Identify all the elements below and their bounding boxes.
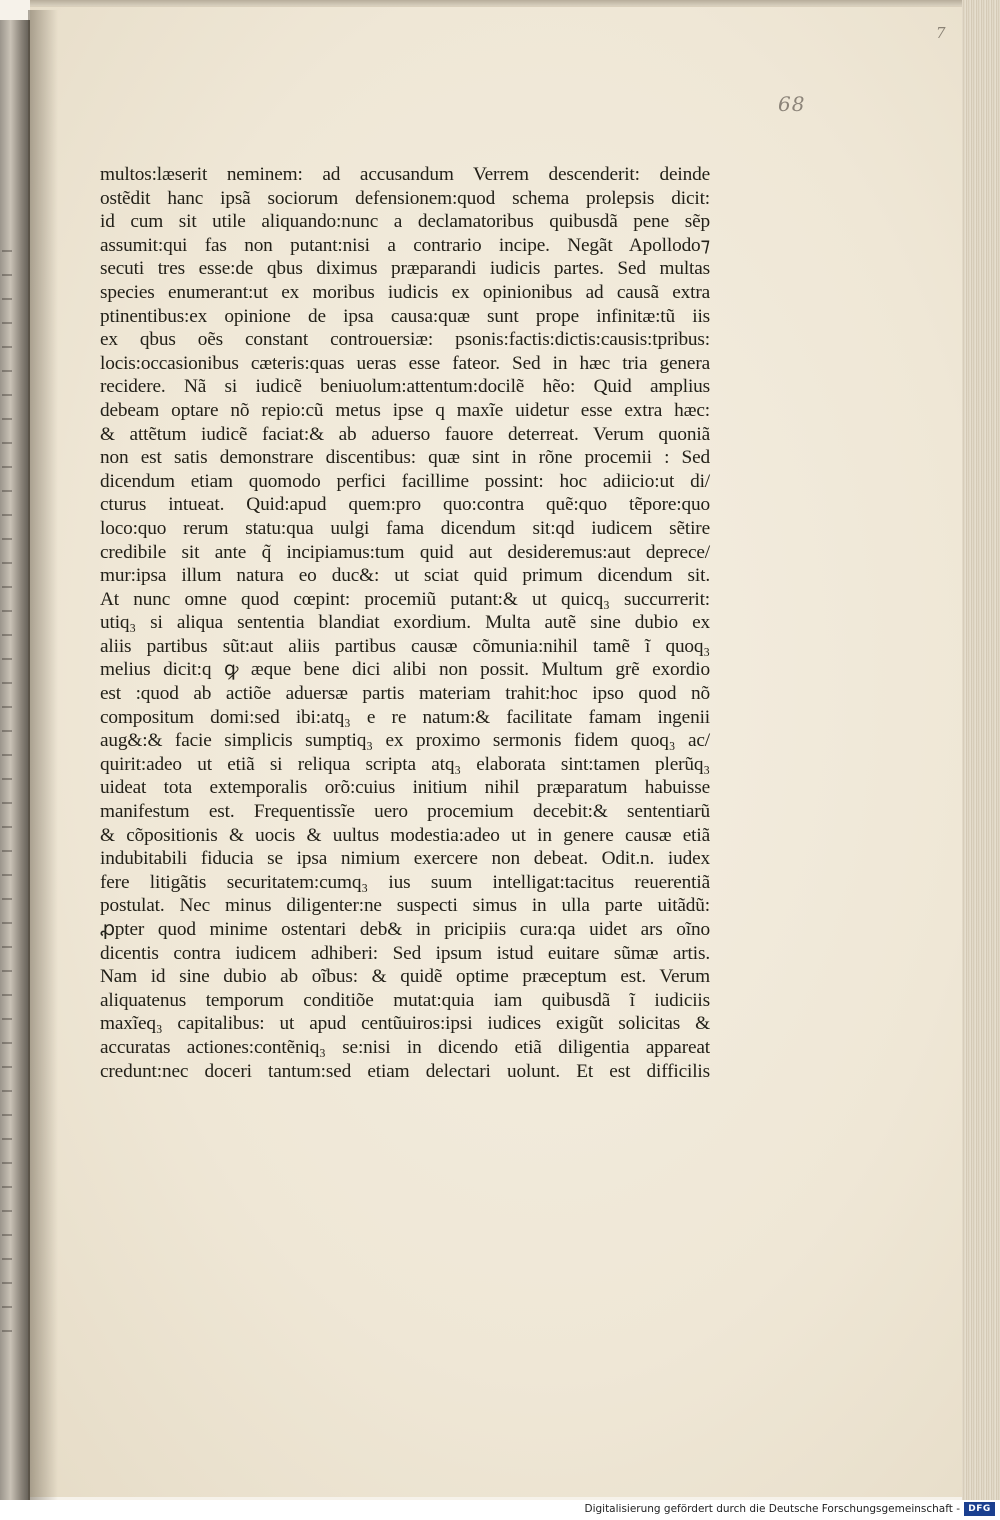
facing-page-text-trace — [2, 418, 12, 420]
dfg-logo: DFG — [964, 1502, 995, 1516]
text-line: fere litigãtis securitatem:cumq₃ ius suum intelligat:tacitus reuerentiã — [100, 871, 710, 893]
facing-page-text-trace — [2, 394, 12, 396]
text-line: ptinentibus:ex opinione de ipsa causa:quæ sunt prope infinitæ:tũ iis — [100, 305, 710, 327]
facing-page-text-trace — [2, 1234, 12, 1236]
facing-page-text-trace — [2, 322, 12, 324]
printed-text-block — [100, 163, 710, 1083]
facing-page-text-trace — [2, 970, 12, 972]
facing-page-text-trace — [2, 1258, 12, 1260]
facing-page-text-trace — [2, 442, 12, 444]
facing-page-text-trace — [2, 1330, 12, 1332]
facing-page-text-trace — [2, 994, 12, 996]
facing-page-text-trace — [2, 754, 12, 756]
facing-page-text-trace — [2, 1090, 12, 1092]
facing-page-edge — [0, 20, 30, 1500]
handwritten-page-number: 68 — [778, 92, 806, 116]
text-line: non est satis demonstrare discentibus: quæ sint in rõne procemii : Sed — [100, 447, 710, 469]
facing-page-text-trace — [2, 514, 12, 516]
text-line: aliquatenus temporum conditiõe mutat:quia iam quibusdã ĩ iudiciis — [100, 989, 710, 1011]
text-line: debeam optare nõ repio:cũ metus ipse q maxĩe uidetur esse extra hæc: — [100, 399, 710, 421]
text-line: cturus intueat. Quid:apud quem:pro quo:contra quẽ:quo tẽpore:quo — [100, 494, 710, 516]
text-line: est :quod ab actiõe aduersæ partis materiam trahit:hoc ipso quod nõ — [100, 683, 710, 705]
facing-page-text-trace — [2, 922, 12, 924]
leaf-number: 7 — [936, 24, 946, 42]
text-line: credunt:nec doceri tantum:sed etiam delectari uolunt. Et est difficilis — [100, 1060, 710, 1082]
facing-page-text-trace — [2, 634, 12, 636]
text-line: ex qbus oẽs constant controuersiæ: psonis:factis:dictis:causis:tpribus: — [100, 329, 710, 351]
text-line: compositum domi:sed ibi:atq₃ e re natum:& facilitate famam ingenii — [100, 706, 710, 728]
facing-page-text-trace — [2, 1186, 12, 1188]
text-line: assumit:qui fas non putant:nisi a contrario incipe. Negãt Apollodo⁊ — [100, 234, 710, 256]
facing-page-text-trace — [2, 802, 12, 804]
facing-page-text-trace — [2, 1210, 12, 1212]
facing-page-text-trace — [2, 874, 12, 876]
facing-page-text-trace — [2, 610, 12, 612]
text-line: multos:læserit neminem: ad accusandum Verrem descenderit: deinde — [100, 164, 710, 185]
facing-page-text-trace — [2, 1138, 12, 1140]
text-line: & attẽtum iudicẽ faciat:& ab aduerso fauore deterreat. Verum quoniã — [100, 423, 710, 445]
text-line: recidere. Nã si iudicẽ beniuolum:attentum:docilẽ hẽo: Quid amplius — [100, 376, 710, 398]
text-line: maxĩeq₃ capitalibus: ut apud centũuiros:ipsi iudices exigũt solicitas & — [100, 1013, 710, 1035]
text-line: dicendum etiam quomodo perfici facillime possint: hoc adiicio:ut di/ — [100, 470, 710, 492]
facing-page-text-trace — [2, 562, 12, 564]
facing-page-text-trace — [2, 346, 12, 348]
facing-page-text-trace — [2, 370, 12, 372]
text-line: At nunc omne quod cœpint: procemiũ putant:& ut quicq₃ succurrerit: — [100, 588, 710, 610]
facing-page-text-trace — [2, 1018, 12, 1020]
text-line: Nam id sine dubio ab oĩbus: & quidẽ optime præceptum est. Verum — [100, 966, 710, 988]
text-line: melius dicit:q ꝙ æque bene dici alibi non possit. Multum grẽ exordio — [100, 659, 710, 681]
text-line: manifestum est. Frequentissĩe uero procemium decebit:& sententiarũ — [100, 801, 710, 823]
facing-page-text-trace — [2, 250, 12, 252]
text-line: id cum sit utile aliquando:nunc a declamatoribus quibusdã pene sẽp — [100, 211, 710, 233]
text-line: indubitabili fiducia se ipsa nimium exercere non debeat. Odit.n. iudex — [100, 848, 710, 870]
text-line: ostẽdit hanc ipsã sociorum defensionem:quod schema prolepsis dicit: — [100, 187, 710, 209]
facing-page-text-trace — [2, 658, 12, 660]
facing-page-text-trace — [2, 898, 12, 900]
funding-credit: Digitalisierung gefördert durch die Deutsche Forschungsgemeinschaft - — [584, 1503, 960, 1515]
text-line: utiq₃ si aliqua sententia blandiat exordium. Multa autẽ sine dubio ex — [100, 612, 710, 634]
facing-page-text-trace — [2, 538, 12, 540]
text-line: quirit:adeo ut etiã si reliqua scripta atq₃ elaborata sint:tamen plerũq₃ — [100, 753, 710, 775]
facing-page-text-trace — [2, 730, 12, 732]
text-line: secuti tres esse:de qbus diximus præparandi iudicis partes. Sed multas — [100, 258, 710, 280]
facing-page-text-trace — [2, 1066, 12, 1068]
text-line: credibile sit ante q̃ incipiamus:tum quid aut desideremus:aut deprece/ — [100, 541, 710, 563]
facing-page-text-trace — [2, 850, 12, 852]
facing-page-text-trace — [2, 586, 12, 588]
facing-page-text-trace — [2, 682, 12, 684]
text-line: dicentis contra iudicem adhiberi: Sed ipsum istud euitare sũmæ artis. — [100, 942, 710, 964]
text-line: species enumerant:ut ex moribus iudicis ex opinionibus ad causã extra — [100, 281, 710, 303]
facing-page-text-trace — [2, 1162, 12, 1164]
facing-page-text-trace — [2, 466, 12, 468]
gutter-shadow — [28, 10, 58, 1500]
facing-page-text-trace — [2, 298, 12, 300]
text-line: locis:occasionibus cæteris:quas ueras esse fateor. Sed in hæc tria genera — [100, 352, 710, 374]
fore-edge — [962, 0, 1000, 1500]
facing-page-text-trace — [2, 1114, 12, 1116]
facing-page-text-trace — [2, 946, 12, 948]
text-line: aug&:& facie simplicis sumptiq₃ ex proximo sermonis fidem quoq₃ ac/ — [100, 730, 710, 752]
facing-page-text-trace — [2, 826, 12, 828]
facing-page-text-trace — [2, 1306, 12, 1308]
text-line: & cõpositionis & uocis & uultus modestia:adeo ut in genere causæ etiã — [100, 824, 710, 846]
text-line: ꝓpter quod minime ostentari deb& in pricipiis cura:qa uidet ars oĩno — [100, 919, 710, 940]
facing-page-text-trace — [2, 706, 12, 708]
text-line: uideat tota extemporalis orõ:cuius initium nihil præparatum habuisse — [100, 777, 710, 799]
facing-page-text-trace — [2, 778, 12, 780]
text-line: mur:ipsa illum natura eo duc&: ut sciat quid primum dicendum sit. — [100, 565, 710, 587]
facing-page-text-trace — [2, 1042, 12, 1044]
text-line: accuratas actiones:contẽniq₃ se:nisi in dicendo etiã diligentia appareat — [100, 1036, 710, 1058]
facing-page-text-trace — [2, 1282, 12, 1284]
text-line: aliis partibus sũt:aut aliis partibus causæ cõmunia:nihil tamẽ ĩ quoq₃ — [100, 635, 710, 657]
facing-page-text-trace — [2, 490, 12, 492]
text-line: loco:quo rerum statu:qua uulgi fama dicendum sit:qd iudicem sẽtire — [100, 517, 710, 539]
text-line: postulat. Nec minus diligenter:ne suspecti simus in ulla parte uitãdũ: — [100, 895, 710, 917]
facing-page-text-trace — [2, 274, 12, 276]
